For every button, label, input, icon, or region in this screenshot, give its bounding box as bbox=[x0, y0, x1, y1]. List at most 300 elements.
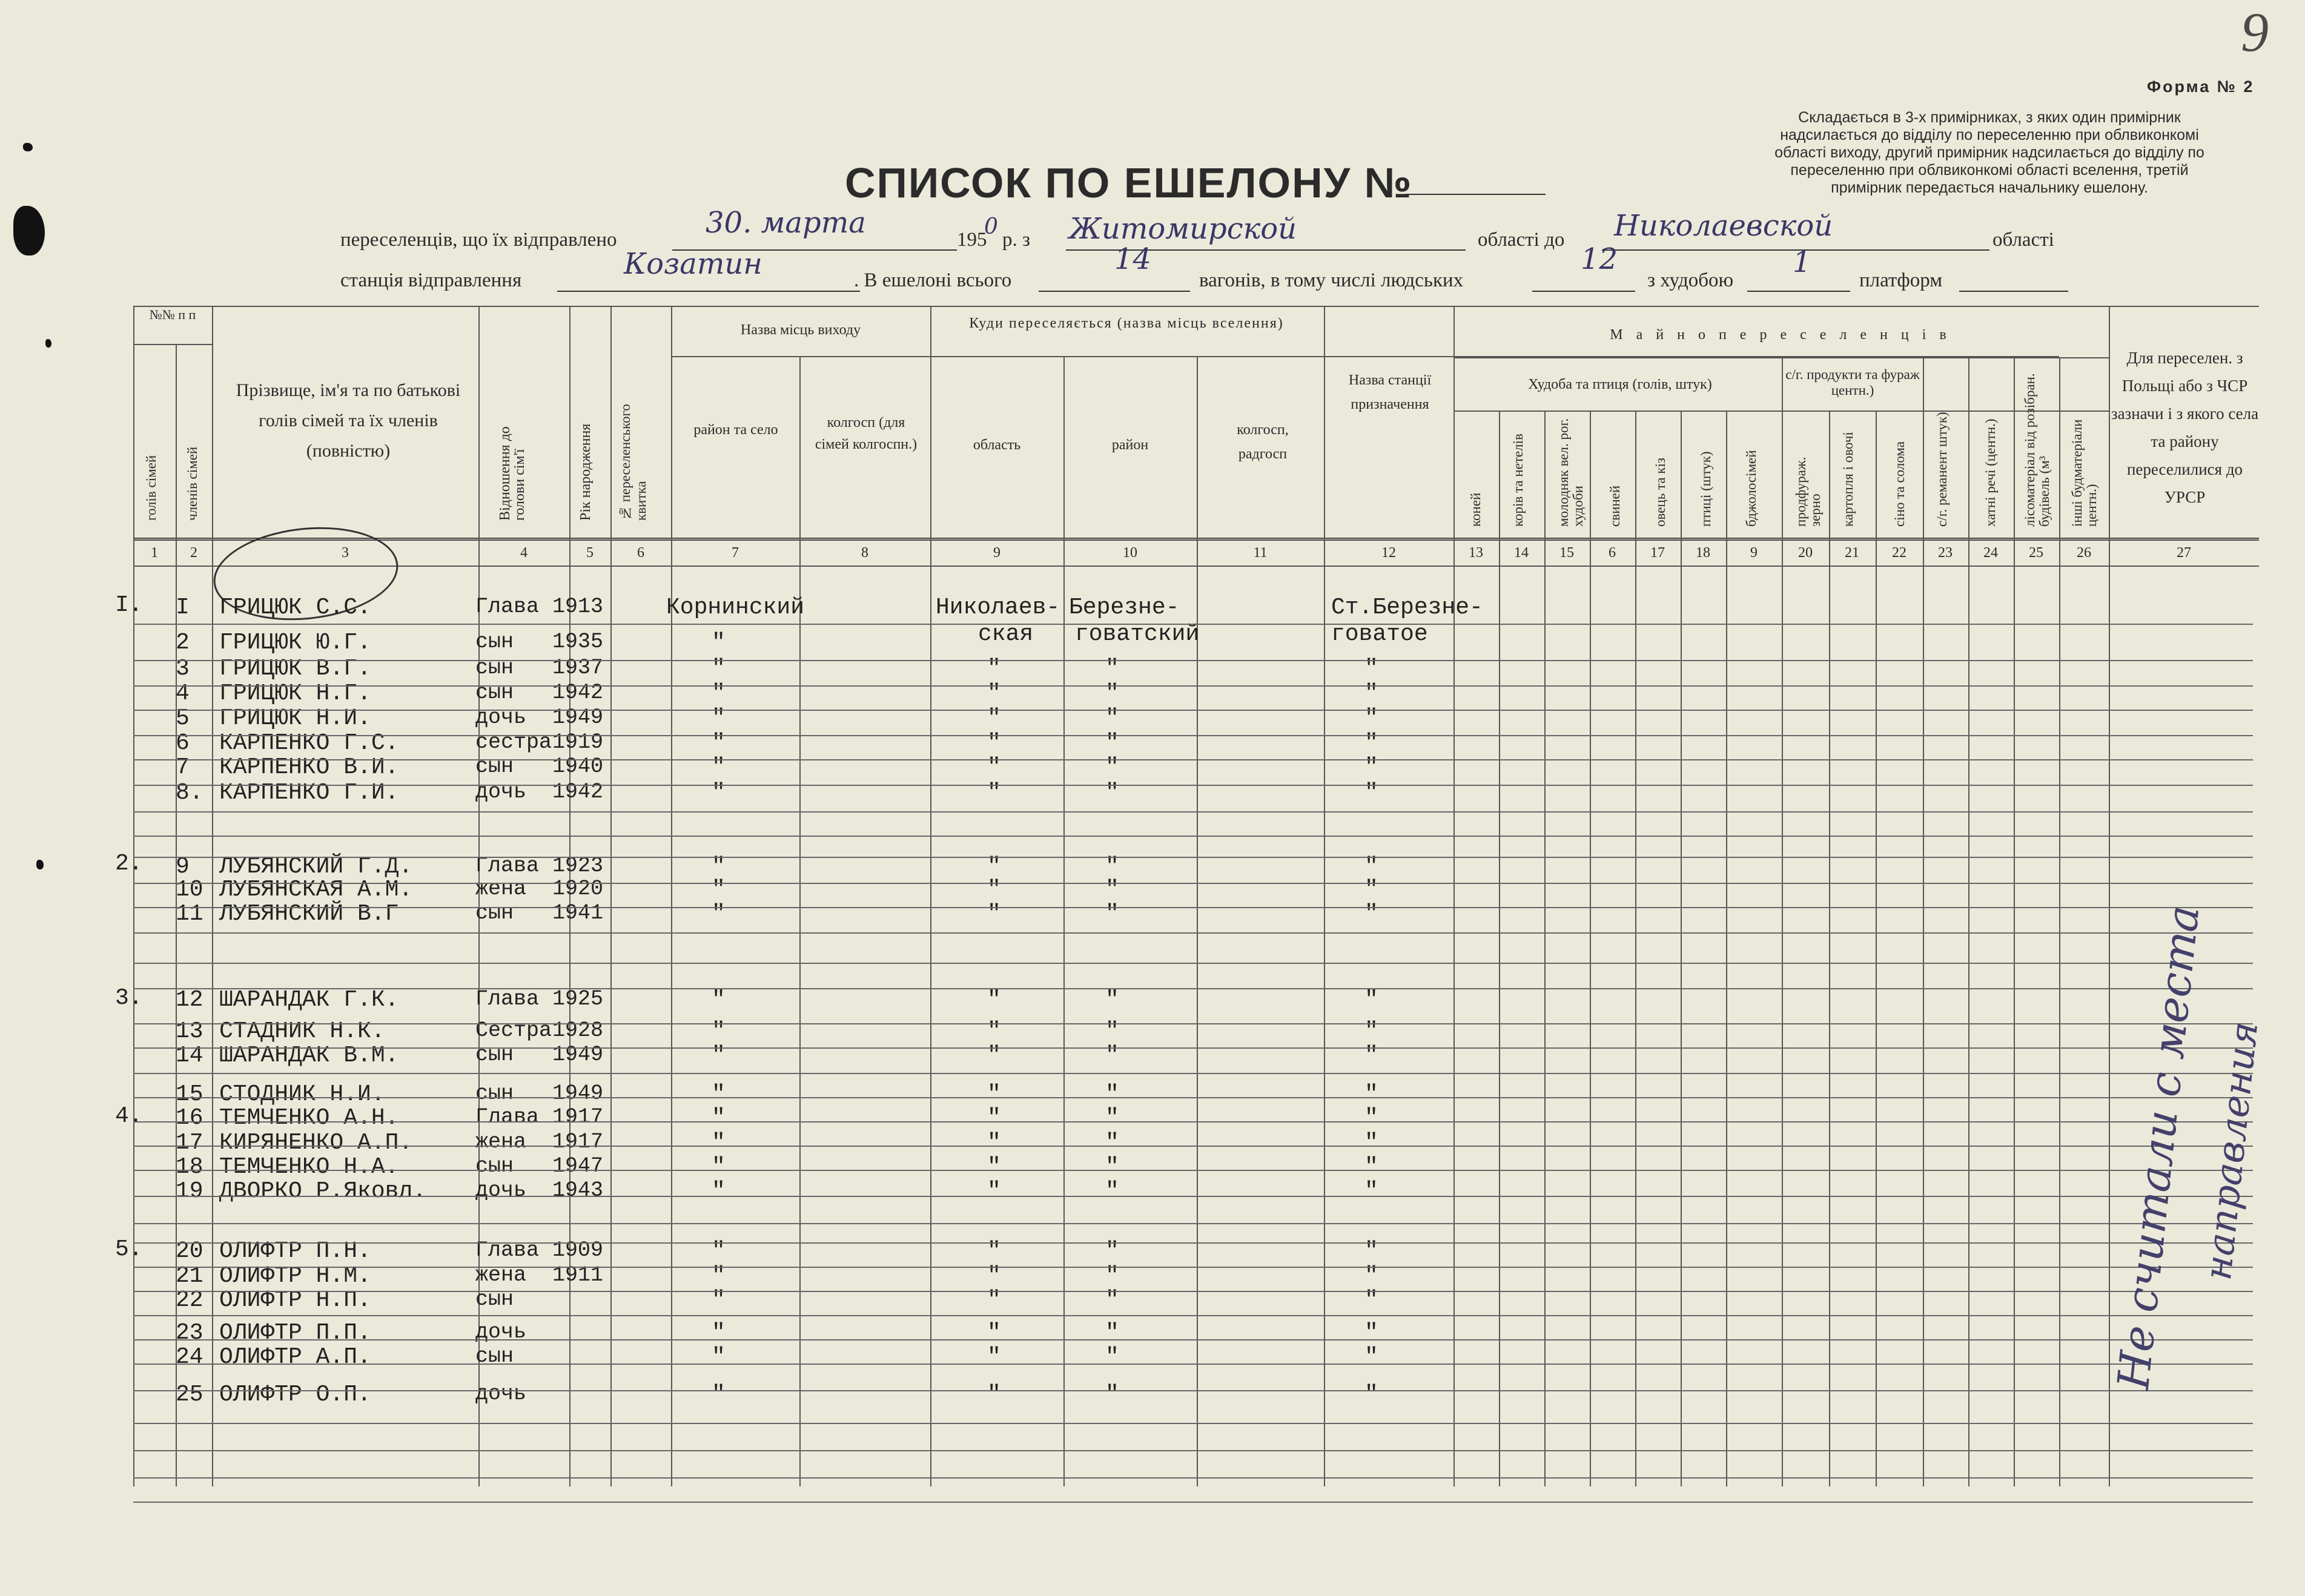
dest-station: " bbox=[1364, 1344, 1378, 1370]
row-number: 23 bbox=[176, 1320, 203, 1346]
form-label: Форма № 2 bbox=[2147, 77, 2255, 96]
row-rule bbox=[133, 907, 2253, 908]
origin-district: " bbox=[712, 780, 726, 806]
people-wagons-line bbox=[1532, 291, 1635, 292]
row-number: 11 bbox=[176, 901, 203, 927]
dest-district: " bbox=[1105, 681, 1119, 707]
dest-district: " bbox=[1105, 1287, 1119, 1313]
dest-district: " bbox=[1105, 901, 1119, 927]
row-number: 19 bbox=[176, 1178, 203, 1204]
family-number: 4. bbox=[115, 1103, 143, 1129]
member-name: ГРИЦЮК Н.И. bbox=[219, 705, 371, 731]
instructions-text: Складається в 3-х примірниках, з яких один примірник надсилається до відділу по переселенню при облвиконкомі області виходу, другий примірник надсилається до відділу по переселенню при облвиконкомі області вселення, третій примірник передається начальнику ешелону. bbox=[1774, 109, 2204, 196]
region-word-1: області до bbox=[1478, 229, 1565, 251]
relation: сестра bbox=[475, 730, 552, 754]
family-number: 2. bbox=[115, 851, 143, 877]
column-number: 25 bbox=[2029, 545, 2043, 561]
row-rule bbox=[133, 1291, 2253, 1292]
to-region: Николаевской bbox=[1614, 209, 1833, 243]
column-number: 2 bbox=[190, 545, 197, 561]
grid-line bbox=[1829, 411, 1830, 1486]
origin-district: " bbox=[712, 630, 726, 656]
col-relation: Відношення до голови сім'ї bbox=[497, 426, 527, 521]
dest-station: " bbox=[1364, 681, 1378, 707]
member-name: ГРИЦЮК Ю.Г. bbox=[219, 630, 371, 656]
dest-oblast: " bbox=[987, 754, 1001, 780]
column-number: 8 bbox=[861, 545, 868, 561]
col-name: Прізвище, ім'я та по батькові голів сімей та їх членів (повністю) bbox=[236, 380, 461, 461]
member-name: ШАРАНДАК Г.К. bbox=[219, 987, 399, 1013]
corner-page-number: 9 bbox=[2241, 1, 2269, 63]
grid-line bbox=[133, 306, 134, 1486]
dest-district: " bbox=[1105, 1263, 1119, 1289]
dest-oblast: " bbox=[987, 1018, 1001, 1044]
column-number: 3 bbox=[342, 545, 349, 561]
relation: Глава bbox=[475, 987, 540, 1011]
relation: сын bbox=[475, 1043, 514, 1067]
dest-district: " bbox=[1105, 1018, 1119, 1044]
col-poultry: птиці (штук) bbox=[1698, 451, 1713, 527]
member-name: ДВОРКО Р.Яковл. bbox=[219, 1178, 427, 1204]
dest-station: " bbox=[1364, 730, 1378, 756]
grid-line bbox=[671, 306, 672, 1486]
region-word-2: області bbox=[1992, 229, 2054, 251]
dest-station: " bbox=[1364, 1154, 1378, 1180]
dest-station: " bbox=[1364, 987, 1378, 1013]
birth-year: 1940 bbox=[552, 754, 604, 779]
row-rule bbox=[133, 1121, 2253, 1123]
cattle-label: з худобою bbox=[1647, 269, 1734, 291]
birth-year: 1949 bbox=[552, 1043, 604, 1067]
grid-line bbox=[2014, 357, 2015, 1486]
member-name: ГРИЦЮК Н.Г. bbox=[219, 681, 371, 707]
grid-line bbox=[2059, 357, 2060, 1486]
dest-oblast: " bbox=[987, 1320, 1001, 1346]
row-number: 14 bbox=[176, 1043, 203, 1069]
birth-year: 1913 bbox=[552, 595, 604, 619]
row-number: 21 bbox=[176, 1263, 203, 1289]
dest-station: " bbox=[1364, 1238, 1378, 1264]
dest-oblast: " bbox=[987, 1238, 1001, 1264]
row-rule bbox=[133, 1223, 2253, 1224]
header-prefix: переселенців, що їх відправлено bbox=[340, 229, 617, 251]
column-number: 13 bbox=[1469, 545, 1483, 561]
relation: сын bbox=[475, 656, 514, 680]
col-families-heads: голів сімей bbox=[144, 455, 159, 521]
member-name: ОЛИФТР Н.П. bbox=[219, 1287, 371, 1313]
origin-district: " bbox=[712, 705, 726, 731]
grid-line bbox=[1499, 411, 1500, 1486]
dest-station-cont: говатое bbox=[1331, 621, 1428, 647]
dest-station: " bbox=[1364, 1263, 1378, 1289]
year-unit: р. з bbox=[1002, 229, 1031, 251]
station-line bbox=[557, 291, 860, 292]
row-number: 8. bbox=[176, 780, 203, 806]
column-number: 21 bbox=[1845, 545, 1859, 561]
origin-district: " bbox=[712, 1178, 726, 1204]
wagons-label: вагонів, в тому числі людських bbox=[1199, 269, 1464, 291]
grid-line bbox=[930, 306, 931, 1486]
family-number: 5. bbox=[115, 1236, 143, 1262]
column-number: 23 bbox=[1938, 545, 1953, 561]
member-name: КАРПЕНКО Г.И. bbox=[219, 780, 399, 806]
ink-stain bbox=[45, 339, 51, 348]
row-number: 2 bbox=[176, 630, 190, 656]
origin-district: " bbox=[712, 1382, 726, 1408]
dest-oblast: " bbox=[987, 987, 1001, 1013]
member-name: СТОДНИК Н.И. bbox=[219, 1081, 385, 1107]
dest-oblast: " bbox=[987, 1382, 1001, 1408]
row-number: 15 bbox=[176, 1081, 203, 1107]
column-number: 6 bbox=[637, 545, 644, 561]
row-number: 24 bbox=[176, 1344, 203, 1370]
dest-oblast: " bbox=[987, 1154, 1001, 1180]
table-top-border bbox=[133, 306, 2259, 307]
dest-station: " bbox=[1364, 1287, 1378, 1313]
header-bottom-border bbox=[133, 538, 2259, 541]
origin-district: " bbox=[712, 730, 726, 756]
row-rule bbox=[133, 1023, 2253, 1024]
origin-district: " bbox=[712, 754, 726, 780]
dest-oblast: " bbox=[987, 780, 1001, 806]
dest-station: " bbox=[1364, 1043, 1378, 1069]
row-rule bbox=[133, 988, 2253, 989]
grid-line bbox=[1782, 357, 1783, 1486]
birth-year: 1941 bbox=[552, 901, 604, 925]
row-number: 9 bbox=[176, 854, 190, 880]
dest-district: " bbox=[1105, 1178, 1119, 1204]
col-young-cattle: молодняк вел. рог. худоби bbox=[1556, 418, 1586, 527]
grid-line bbox=[212, 306, 213, 1486]
cattle-line bbox=[1747, 291, 1850, 292]
column-number: 12 bbox=[1381, 545, 1396, 561]
dest-oblast: " bbox=[987, 854, 1001, 880]
row-rule bbox=[133, 685, 2253, 687]
column-numbers-border bbox=[133, 566, 2259, 567]
row-number: I bbox=[176, 595, 190, 621]
family-number: I. bbox=[115, 592, 143, 618]
grid-line bbox=[1063, 356, 1065, 1486]
col-inventory: с/г. реманент штук) bbox=[1934, 412, 1949, 527]
birth-year: 1923 bbox=[552, 854, 604, 878]
row-number: 25 bbox=[176, 1382, 203, 1408]
grid-line bbox=[1968, 357, 1969, 1486]
row-rule bbox=[133, 624, 2253, 625]
dest-district: " bbox=[1105, 1081, 1119, 1107]
row-rule bbox=[133, 1196, 2253, 1197]
grid-line bbox=[1453, 411, 2109, 412]
dest-district: " bbox=[1105, 656, 1119, 682]
col-agri-group: с/г. продукти та фураж центн.) bbox=[1785, 367, 1920, 398]
birth-year: 1925 bbox=[552, 987, 604, 1011]
relation: Глава bbox=[475, 595, 540, 619]
col-other-materials: інші будматеріали центн.) bbox=[2069, 419, 2099, 527]
row-rule bbox=[133, 1390, 2253, 1391]
col-timber: лісоматеріал від розібран. будівель (м³ bbox=[2022, 373, 2052, 527]
col-origin-district: район та село bbox=[693, 422, 778, 438]
row-rule bbox=[133, 1097, 2253, 1098]
col-ticket: № переселенського квитка bbox=[618, 404, 649, 521]
col-dest-group: Куди переселяється (назва місць вселення) bbox=[969, 315, 1284, 331]
row-rule bbox=[133, 1477, 2253, 1479]
origin-district: " bbox=[712, 656, 726, 682]
dest-district: " bbox=[1105, 1154, 1119, 1180]
people-wagons: 12 bbox=[1581, 242, 1618, 276]
dest-station: " bbox=[1364, 1178, 1378, 1204]
dest-district: " bbox=[1105, 854, 1119, 880]
member-name: ГРИЦЮК С.С. bbox=[219, 595, 371, 621]
grid-line bbox=[1726, 411, 1727, 1486]
dest-oblast: " bbox=[987, 1130, 1001, 1156]
member-name: КАРПЕНКО Г.С. bbox=[219, 730, 399, 756]
dest-station: " bbox=[1364, 1105, 1378, 1131]
origin-district: " bbox=[712, 1287, 726, 1313]
family-number: 3. bbox=[115, 985, 143, 1011]
ink-stain bbox=[36, 860, 44, 869]
row-number: 3 bbox=[176, 656, 190, 682]
relation: дочь bbox=[475, 705, 527, 730]
grid-line bbox=[1324, 306, 1325, 1486]
origin-district: " bbox=[712, 854, 726, 880]
grid-line bbox=[133, 344, 212, 345]
column-number: 9 bbox=[993, 545, 1000, 561]
member-name: ОЛИФТР Н.М. bbox=[219, 1263, 371, 1289]
origin-district: " bbox=[712, 1130, 726, 1156]
relation: сын bbox=[475, 754, 514, 779]
echelon-label: . В ешелоні всього bbox=[854, 269, 1012, 291]
dest-oblast: " bbox=[987, 705, 1001, 731]
dest-station: " bbox=[1364, 1130, 1378, 1156]
row-number: 10 bbox=[176, 877, 203, 903]
column-number: 18 bbox=[1696, 545, 1710, 561]
col-belongings: хатні речі (центн.) bbox=[1983, 418, 1998, 527]
origin-district: " bbox=[712, 1043, 726, 1069]
relation: Сестра bbox=[475, 1018, 552, 1043]
member-name: ШАРАНДАК В.М. bbox=[219, 1043, 399, 1069]
row-rule bbox=[133, 883, 2253, 884]
relation: сын bbox=[475, 1344, 514, 1368]
dest-district: " bbox=[1105, 705, 1119, 731]
grid-line bbox=[1197, 356, 1198, 1486]
column-number: 22 bbox=[1892, 545, 1907, 561]
origin-district: Корнинский bbox=[666, 595, 805, 621]
birth-year: 1917 bbox=[552, 1105, 604, 1129]
row-rule bbox=[133, 660, 2253, 661]
dest-district: " bbox=[1105, 987, 1119, 1013]
wagons-value: 14 bbox=[1114, 242, 1152, 276]
row-rule bbox=[133, 1242, 2253, 1244]
column-number: 4 bbox=[520, 545, 527, 561]
dest-district: " bbox=[1105, 1238, 1119, 1264]
relation: Глава bbox=[475, 1105, 540, 1129]
col-livestock-group: Худоба та птиця (голів, штук) bbox=[1528, 377, 1712, 392]
row-rule bbox=[133, 1267, 2253, 1268]
column-number: 26 bbox=[2077, 545, 2091, 561]
row-rule bbox=[133, 1047, 2253, 1049]
grid-line bbox=[1923, 357, 1924, 1486]
row-rule bbox=[133, 785, 2253, 786]
dest-oblast: " bbox=[987, 681, 1001, 707]
station-label: станція відправлення bbox=[340, 269, 522, 291]
dest-district: " bbox=[1105, 1382, 1119, 1408]
grid-line bbox=[1453, 306, 1455, 1486]
row-rule bbox=[133, 1339, 2253, 1340]
birth-year: 1943 bbox=[552, 1178, 604, 1202]
member-name: КИРЯНЕНКО А.П. bbox=[219, 1130, 413, 1156]
col-birth-year: Рік народження bbox=[578, 423, 594, 521]
birth-year: 1928 bbox=[552, 1018, 604, 1043]
dest-district: " bbox=[1105, 1320, 1119, 1346]
dest-district: " bbox=[1105, 780, 1119, 806]
relation: жена bbox=[475, 1263, 527, 1287]
dest-station: " bbox=[1364, 1081, 1378, 1107]
origin-district: " bbox=[712, 1320, 726, 1346]
col-dest-district: район bbox=[1111, 437, 1149, 453]
birth-year: 1935 bbox=[552, 630, 604, 654]
row-rule bbox=[133, 857, 2253, 858]
column-number: 15 bbox=[1559, 545, 1574, 561]
dest-oblast: " bbox=[987, 1178, 1001, 1204]
relation: сын bbox=[475, 1081, 514, 1106]
year-prefix: 195 bbox=[957, 229, 987, 251]
dest-district: " bbox=[1105, 730, 1119, 756]
cattle-wagons: 1 bbox=[1793, 245, 1811, 279]
grid-line bbox=[799, 356, 801, 1486]
document-title: СПИСОК ПО ЕШЕЛОНУ № bbox=[845, 159, 1413, 206]
origin-district: " bbox=[712, 1105, 726, 1131]
origin-district: " bbox=[712, 1238, 726, 1264]
column-number: 5 bbox=[586, 545, 594, 561]
col-bees: бджолосімей bbox=[1744, 450, 1759, 527]
row-rule bbox=[133, 932, 2253, 934]
column-number: 7 bbox=[732, 545, 739, 561]
row-rule bbox=[133, 735, 2253, 736]
row-number: 17 bbox=[176, 1130, 203, 1156]
row-rule bbox=[133, 759, 2253, 760]
birth-year: 1917 bbox=[552, 1130, 604, 1154]
dest-station: " bbox=[1364, 656, 1378, 682]
dest-station: " bbox=[1364, 780, 1378, 806]
dest-station: " bbox=[1364, 1382, 1378, 1408]
dest-district: " bbox=[1105, 1130, 1119, 1156]
row-rule bbox=[133, 1170, 2253, 1171]
col-family-members: членів сімей bbox=[185, 446, 200, 521]
row-number: 22 bbox=[176, 1287, 203, 1313]
row-rule bbox=[133, 1146, 2253, 1147]
row-rule bbox=[133, 1364, 2253, 1365]
member-name: ЛУБЯНСКИЙ Г.Д. bbox=[219, 854, 413, 880]
dest-station: " bbox=[1364, 854, 1378, 880]
relation: дочь bbox=[475, 1178, 527, 1202]
relation: Глава bbox=[475, 1238, 540, 1262]
dest-station: " bbox=[1364, 1018, 1378, 1044]
column-number: 20 bbox=[1798, 545, 1813, 561]
origin-district: " bbox=[712, 901, 726, 927]
birth-year: 1949 bbox=[552, 1081, 604, 1106]
member-name: ЛУБЯНСКИЙ В.Г bbox=[219, 901, 399, 927]
column-number: 1 bbox=[151, 545, 158, 561]
birth-year: 1909 bbox=[552, 1238, 604, 1262]
row-rule bbox=[133, 1315, 2253, 1316]
row-rule bbox=[133, 1423, 2253, 1424]
dest-station: " bbox=[1364, 754, 1378, 780]
dest-oblast: Николаев- bbox=[936, 595, 1060, 621]
date-handwritten: 30. марта bbox=[706, 206, 866, 240]
member-name: ОЛИФТР О.П. bbox=[219, 1382, 371, 1408]
origin-district: " bbox=[712, 1081, 726, 1107]
member-name: ОЛИФТР П.Н. bbox=[219, 1238, 371, 1264]
dest-oblast: " bbox=[987, 901, 1001, 927]
dest-oblast-cont: ская bbox=[978, 621, 1034, 647]
member-name: ГРИЦЮК В.Г. bbox=[219, 656, 371, 682]
birth-year: 1937 bbox=[552, 656, 604, 680]
row-number: 6 bbox=[176, 730, 190, 756]
grid-line bbox=[610, 306, 612, 1486]
platforms-line bbox=[1959, 291, 2068, 292]
birth-year: 1942 bbox=[552, 780, 604, 804]
from-region: Житомирской bbox=[1069, 212, 1297, 246]
col-property-group: М а й н о п е р е с е л е н ц і в bbox=[1610, 327, 1951, 343]
column-number: 24 bbox=[1983, 545, 1998, 561]
dest-station: " bbox=[1364, 877, 1378, 903]
dest-district: " bbox=[1105, 877, 1119, 903]
dest-oblast: " bbox=[987, 730, 1001, 756]
dest-oblast: " bbox=[987, 877, 1001, 903]
birth-year: 1942 bbox=[552, 681, 604, 705]
col-origin-kolkhoz: колгосп (для сімей колгоспн.) bbox=[815, 415, 918, 452]
relation: дочь bbox=[475, 780, 527, 804]
dest-district: " bbox=[1105, 1105, 1119, 1131]
station-value: Козатин bbox=[624, 247, 762, 281]
column-number: 10 bbox=[1123, 545, 1137, 561]
birth-year: 1911 bbox=[552, 1263, 604, 1287]
dest-station: " bbox=[1364, 901, 1378, 927]
member-name: ОЛИФТР П.П. bbox=[219, 1320, 371, 1346]
relation: жена bbox=[475, 877, 527, 901]
col-nn: №№ п п bbox=[149, 307, 196, 322]
relation: дочь bbox=[475, 1382, 527, 1406]
row-rule bbox=[133, 1502, 2253, 1503]
birth-year: 1949 bbox=[552, 705, 604, 730]
row-number: 18 bbox=[176, 1154, 203, 1180]
origin-district: " bbox=[712, 1154, 726, 1180]
dest-station: " bbox=[1364, 705, 1378, 731]
column-number: 6 bbox=[1609, 545, 1616, 561]
member-name: ТЕМЧЕНКО А.Н. bbox=[219, 1105, 399, 1131]
member-name: СТАДНИК Н.К. bbox=[219, 1018, 385, 1044]
grid-line bbox=[1453, 357, 2109, 358]
dest-oblast: " bbox=[987, 1344, 1001, 1370]
grid-line bbox=[1681, 411, 1682, 1486]
relation: сын bbox=[475, 1287, 514, 1311]
dest-station: " bbox=[1364, 1320, 1378, 1346]
dest-district: " bbox=[1105, 1043, 1119, 1069]
column-number: 14 bbox=[1514, 545, 1529, 561]
grid-line bbox=[1635, 411, 1636, 1486]
dest-station: Ст.Березне- bbox=[1331, 595, 1483, 621]
birth-year: 1947 bbox=[552, 1154, 604, 1178]
relation: Глава bbox=[475, 854, 540, 878]
relation: сын bbox=[475, 901, 514, 925]
row-number: 12 bbox=[176, 987, 203, 1013]
ink-stain bbox=[23, 143, 33, 151]
row-number: 13 bbox=[176, 1018, 203, 1044]
col-grain: продфураж. зерно bbox=[1793, 457, 1823, 527]
row-rule bbox=[133, 963, 2253, 964]
column-number: 9 bbox=[1750, 545, 1758, 561]
origin-district: " bbox=[712, 877, 726, 903]
dest-district-cont: говатский bbox=[1075, 621, 1200, 647]
